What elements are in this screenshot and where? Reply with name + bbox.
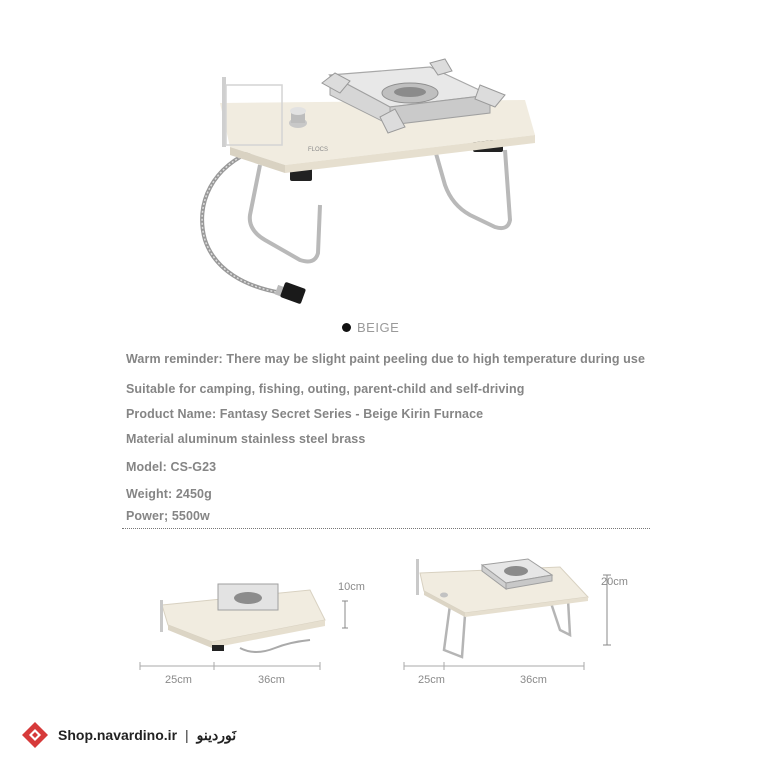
folded-height-line [340,600,350,630]
open-width-a-label: 25cm [418,674,445,686]
folded-width-b-label: 36cm [258,674,285,686]
open-dimension-lines [402,560,612,675]
material-text: Material aluminum stainless steel brass [126,432,366,446]
model-text: Model: CS-G23 [126,460,217,474]
table-brand-text: FLOCS [308,147,329,153]
open-width-b-label: 36cm [520,674,547,686]
stove-table-main-image [190,55,550,315]
open-height-label: 20cm [601,576,628,588]
shop-url-text: Shop.navardino.ir [58,727,178,743]
shop-name-text: نَوردینو [196,726,237,743]
warm-reminder-text: Warm reminder: There may be slight paint peeling due to high temperature during use [126,352,646,366]
color-label: BEIGE [357,320,400,335]
weight-text: Weight: 2450g [126,487,212,501]
shop-watermark [20,720,236,750]
dotted-divider [122,528,650,529]
folded-dimension-lines [138,580,338,680]
power-text: Power; 5500w [126,509,210,523]
usage-text: Suitable for camping, fishing, outing, parent-child and self-driving [126,382,525,396]
color-swatch-dot [342,323,351,332]
product-name-text: Product Name: Fantasy Secret Series - Beige Kirin Furnace [126,407,484,421]
color-option [342,320,399,335]
footer-separator: | [185,727,189,743]
folded-width-a-label: 25cm [165,674,192,686]
folded-height-label: 10cm [338,581,365,593]
navardino-logo-icon [20,720,50,750]
